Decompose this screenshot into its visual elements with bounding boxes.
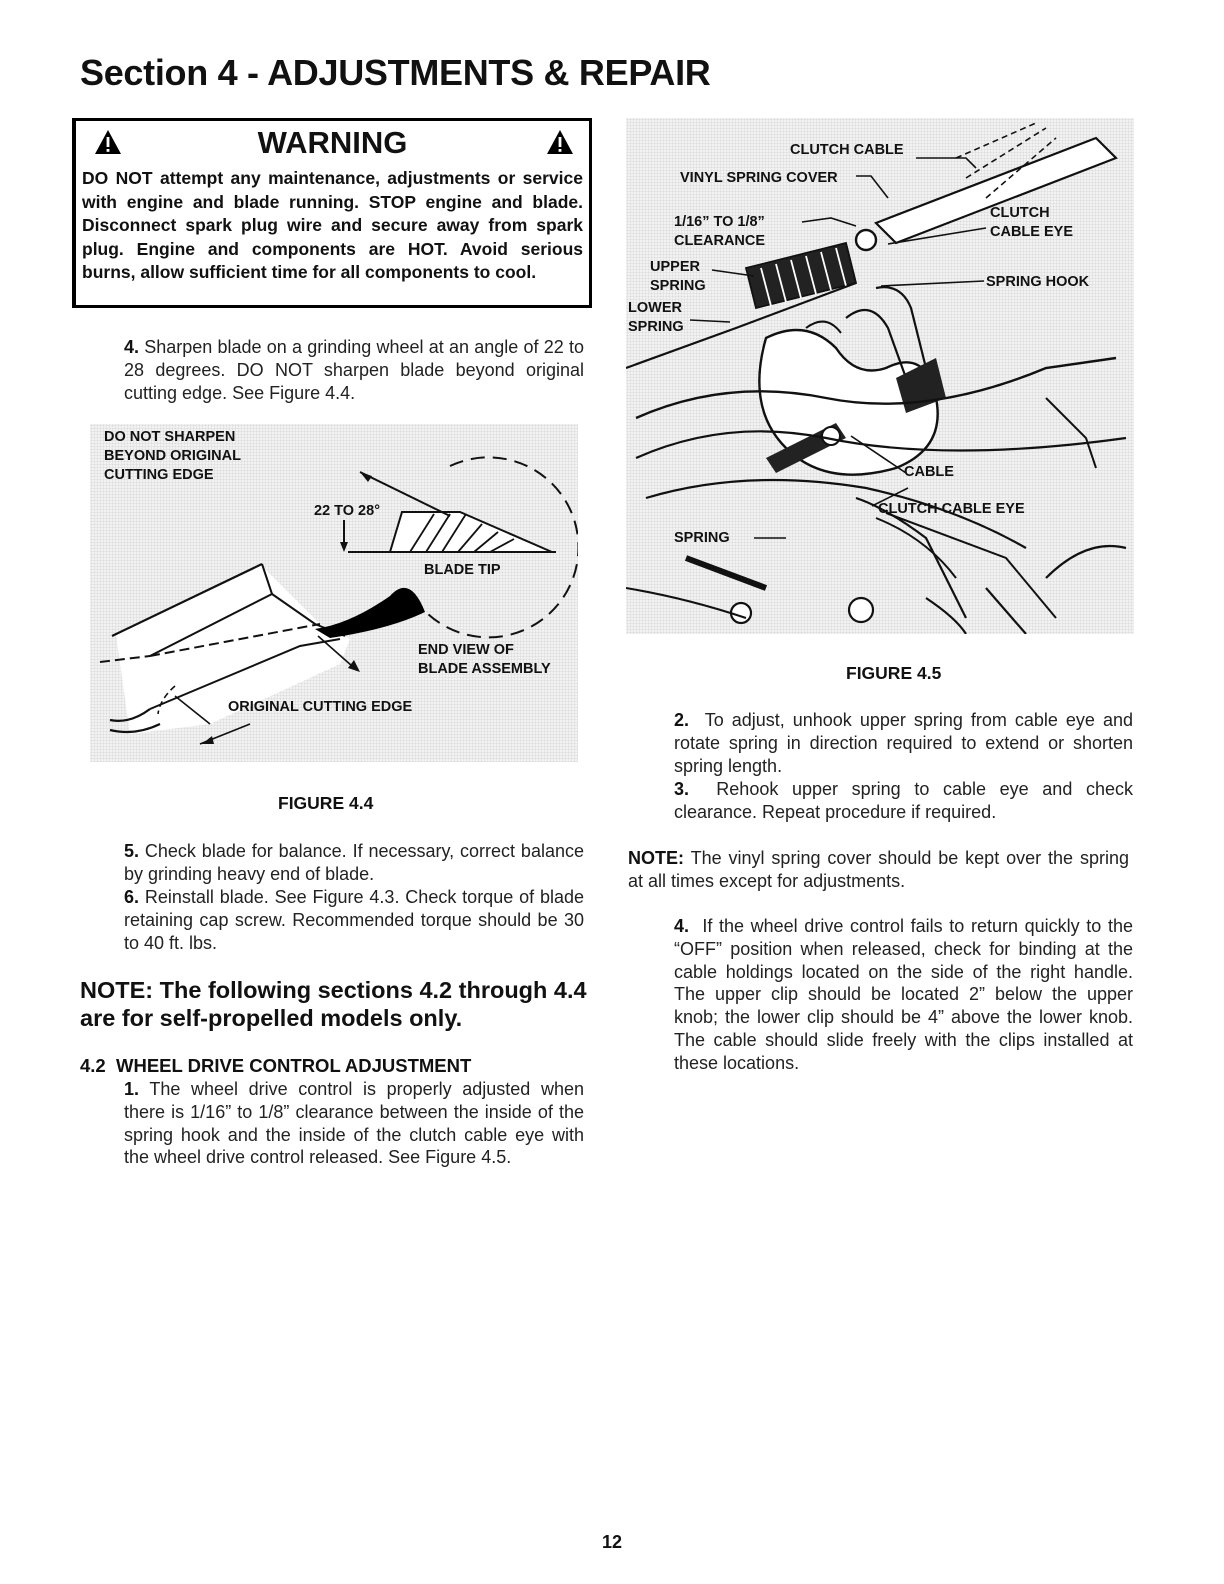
fig45-label-cable: CABLE (904, 464, 954, 480)
page-number: 12 (601, 1532, 623, 1552)
warning-box (72, 118, 592, 308)
fig44-label-end-view-2: BLADE ASSEMBLY (418, 661, 551, 677)
step-text: To adjust, unhook upper spring from cable eye and rotate spring in direction required to extend or shorten spring length. (674, 710, 1133, 776)
self-propelled-note: NOTE: The following sections 4.2 through 4.4 are for self-propelled models only. (80, 977, 587, 1031)
fig44-label-blade-tip: BLADE TIP (424, 562, 501, 578)
step-number: 6. (124, 887, 140, 907)
fig45-label-clutch-cable-eye: CLUTCH CABLE EYE (878, 501, 1025, 517)
warning-triangle-icon (546, 129, 574, 155)
fig44-label-do-not-sharpen-1: DO NOT SHARPEN (104, 429, 236, 445)
step-text: The wheel drive control is properly adjusted when there is 1/16” to 1/8” clearance between the inside of the spring hook and the inside of the clutch cable eye with the wheel drive control released. See Figure 4.5. (124, 1079, 584, 1168)
warning-heading: WARNING (257, 125, 408, 160)
step-2-adjust (674, 709, 1133, 777)
section-title: WHEEL DRIVE CONTROL ADJUSTMENT (116, 1055, 472, 1076)
fig45-label-lower-1: LOWER (628, 300, 682, 316)
figure-4-5 (626, 118, 1134, 634)
step-number: 2. (674, 710, 690, 730)
step-number: 3. (674, 779, 690, 799)
fig44-label-original-edge: ORIGINAL CUTTING EDGE (228, 699, 413, 715)
warning-text: DO NOT attempt any maintenance, adjustments or service with engine and blade running. STOP engine and blade. Disconnect spark plug wire and secure away from spark plug. Engine and components are HOT. Avoid serious burns, allow sufficient time for all components to cool. (82, 168, 583, 283)
warning-triangle-icon (94, 129, 122, 155)
step-text: If the wheel drive control fails to return quickly to the “OFF” position when released, check for binding at the cable holdings located on the side of the right handle. The upper clip should be located 2” below the upper knob; the lower clip should be 4” above the lower knob. The cable should slide freely with the clips installed at these locations. (674, 916, 1133, 1073)
step-text: Check blade for balance. If necessary, correct balance by grinding heavy end of blade. (124, 841, 584, 884)
step-number: 4. (674, 916, 690, 936)
step-text: Sharpen blade on a grinding wheel at an angle of 22 to 28 degrees. DO NOT sharpen blade beyond original cutting edge. See Figure 4.4. (124, 337, 584, 403)
fig45-label-clutch-eye-1: CLUTCH (990, 205, 1050, 221)
fig45-label-spring: SPRING (674, 530, 730, 546)
fig45-label-upper-1: UPPER (650, 259, 700, 275)
fig44-label-do-not-sharpen-3: CUTTING EDGE (104, 467, 214, 483)
fig44-label-end-view-1: END VIEW OF (418, 642, 514, 658)
figure-4-4 (90, 424, 578, 762)
fig45-label-spring-hook: SPRING HOOK (986, 274, 1090, 290)
fig45-label-lower-2: SPRING (628, 319, 684, 335)
step-3-rehook (674, 778, 1133, 824)
fig45-label-clutch-cable: CLUTCH CABLE (790, 142, 904, 158)
step-number: 5. (124, 841, 140, 861)
step-4-sharpen (124, 336, 584, 404)
fig45-label-vinyl-cover: VINYL SPRING COVER (680, 170, 838, 186)
step-number: 4. (124, 337, 140, 357)
fig45-label-upper-2: SPRING (650, 278, 706, 294)
fig45-label-clutch-eye-2: CABLE EYE (990, 224, 1073, 240)
step-1-adjustment (124, 1078, 584, 1169)
step-text: Rehook upper spring to cable eye and check clearance. Repeat procedure if required. (674, 779, 1133, 822)
section-4-2-heading (80, 1055, 471, 1077)
clutch-cable-diagram (626, 118, 1134, 634)
vinyl-cover-note (628, 847, 1129, 893)
step-5-balance (124, 840, 584, 886)
step-6-reinstall (124, 886, 584, 954)
note-label: NOTE: (628, 848, 684, 868)
page-title: Section 4 - ADJUSTMENTS & REPAIR (80, 52, 711, 93)
figure-4-5-caption: FIGURE 4.5 (846, 663, 942, 683)
step-4-binding (674, 915, 1133, 1075)
fig44-label-do-not-sharpen-2: BEYOND ORIGINAL (104, 448, 241, 464)
section-number: 4.2 (80, 1055, 106, 1076)
figure-4-4-caption: FIGURE 4.4 (278, 793, 374, 813)
fig45-label-clearance-2: CLEARANCE (674, 233, 766, 249)
note-text: The vinyl spring cover should be kept over the spring at all times except for adjustments. (628, 848, 1129, 891)
fig45-label-clearance-1: 1/16” TO 1/8” (674, 214, 765, 230)
fig44-label-angle: 22 TO 28° (314, 503, 380, 519)
step-number: 1. (124, 1079, 140, 1099)
step-text: Reinstall blade. See Figure 4.3. Check torque of blade retaining cap screw. Recommended torque should be 30 to 40 ft. lbs. (124, 887, 584, 953)
